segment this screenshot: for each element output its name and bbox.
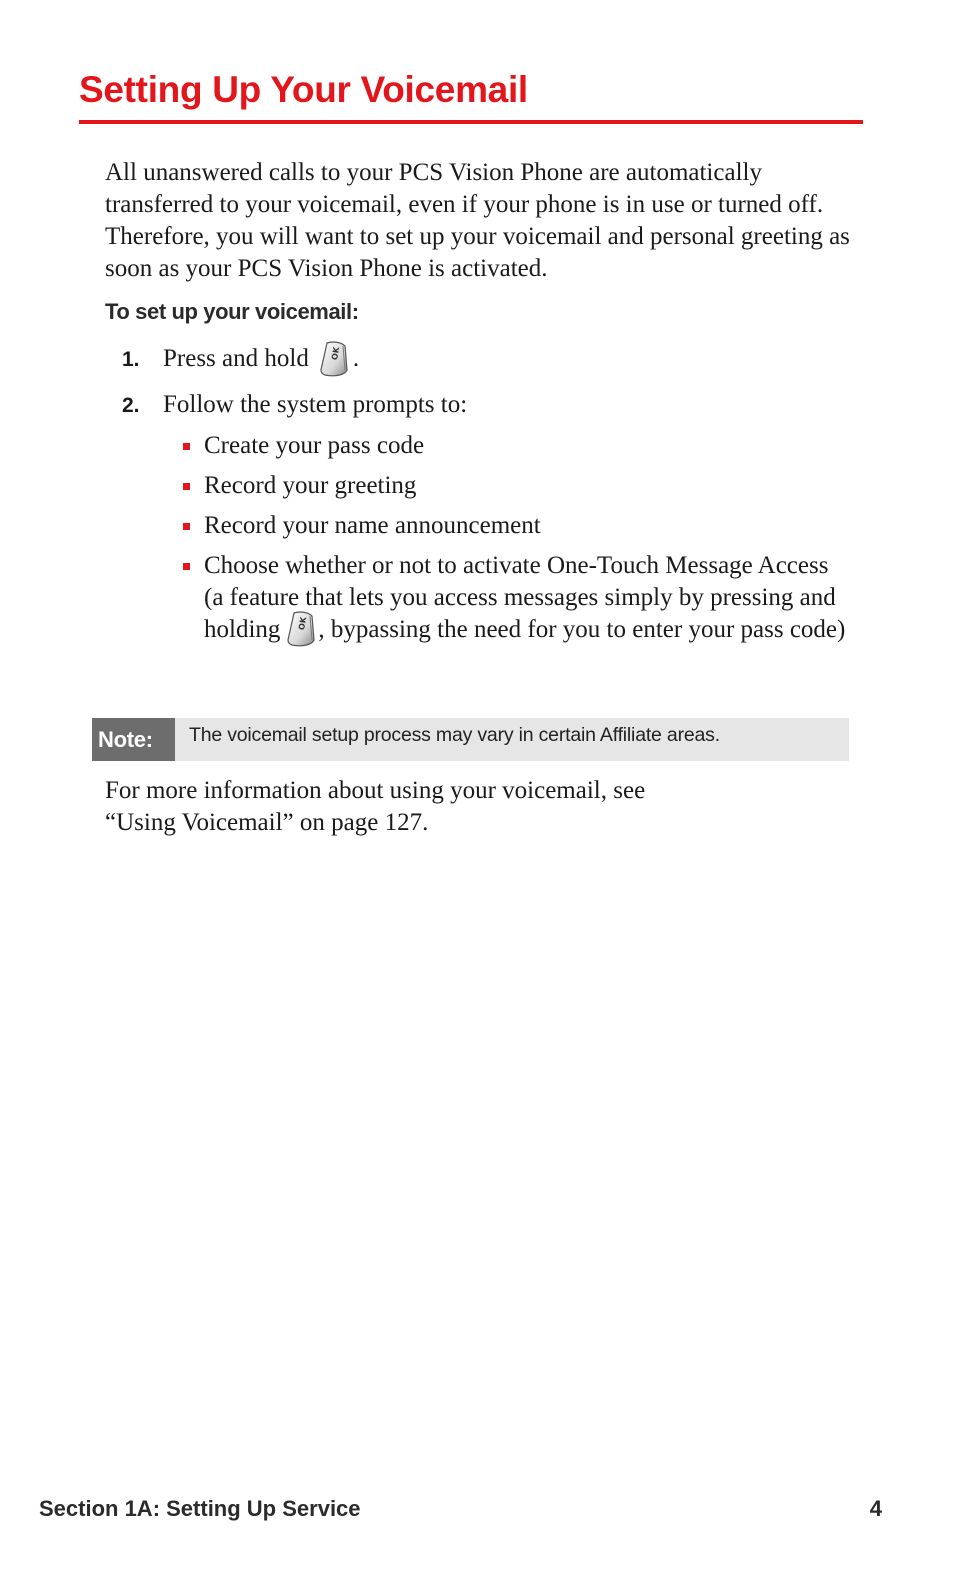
note-label: Note: [92, 718, 175, 761]
note-box [92, 718, 849, 761]
instructions-heading: To set up your voicemail: [105, 299, 359, 324]
footer-section-title: Section 1A: Setting Up Service [39, 1496, 361, 1521]
list-item-text: Record your greeting [204, 472, 417, 499]
list-item [183, 430, 853, 462]
step-text-end: . [352, 345, 360, 372]
step-number: 1. [122, 348, 140, 371]
bullet-icon [183, 443, 190, 450]
list-item [183, 550, 853, 646]
step-text: Press and hold [163, 345, 309, 372]
list-item-text-end: , bypassing the need for you to enter your pass code) [318, 616, 846, 643]
bullet-icon [183, 523, 190, 530]
more-info-line-2: “Using Voicemail” on page 127. [105, 809, 429, 836]
bullet-icon [183, 483, 190, 490]
intro-paragraph: All unanswered calls to your PCS Vision Phone are automatically transferred to your voicemail, even if your phone is in use or turned off. Therefore, you will want to set up your voicemail and personal greeting as soon as your PCS Vision Phone is activated. [105, 159, 850, 282]
page-number: 4 [869, 1496, 882, 1521]
title-rule [79, 120, 863, 124]
step-text: Follow the system prompts to: [163, 391, 468, 418]
list-item-text: Choose whether or not to activate One-Touch Message Access (a feature that lets you access messages simply by pressing and holding [204, 552, 836, 643]
list-item-text: Create your pass code [204, 432, 425, 459]
more-info-line-1: For more information about using your voicemail, see [105, 777, 646, 804]
list-item-text: Record your name announcement [204, 512, 541, 539]
bullet-icon [183, 563, 190, 570]
list-item [183, 470, 853, 502]
page-title: Setting Up Your Voicemail [79, 69, 528, 110]
voicemail-key-icon [319, 340, 349, 378]
list-item [183, 510, 853, 542]
step-1 [122, 343, 359, 376]
step-2 [122, 389, 467, 422]
svg-text:OK: OK [297, 616, 309, 631]
note-text: The voicemail setup process may vary in certain Affiliate areas. [189, 724, 720, 746]
svg-text:OK: OK [329, 346, 342, 361]
voicemail-key-icon [286, 610, 316, 648]
step-number: 2. [122, 394, 140, 417]
prompt-list [183, 430, 853, 654]
more-info-paragraph [105, 775, 805, 839]
